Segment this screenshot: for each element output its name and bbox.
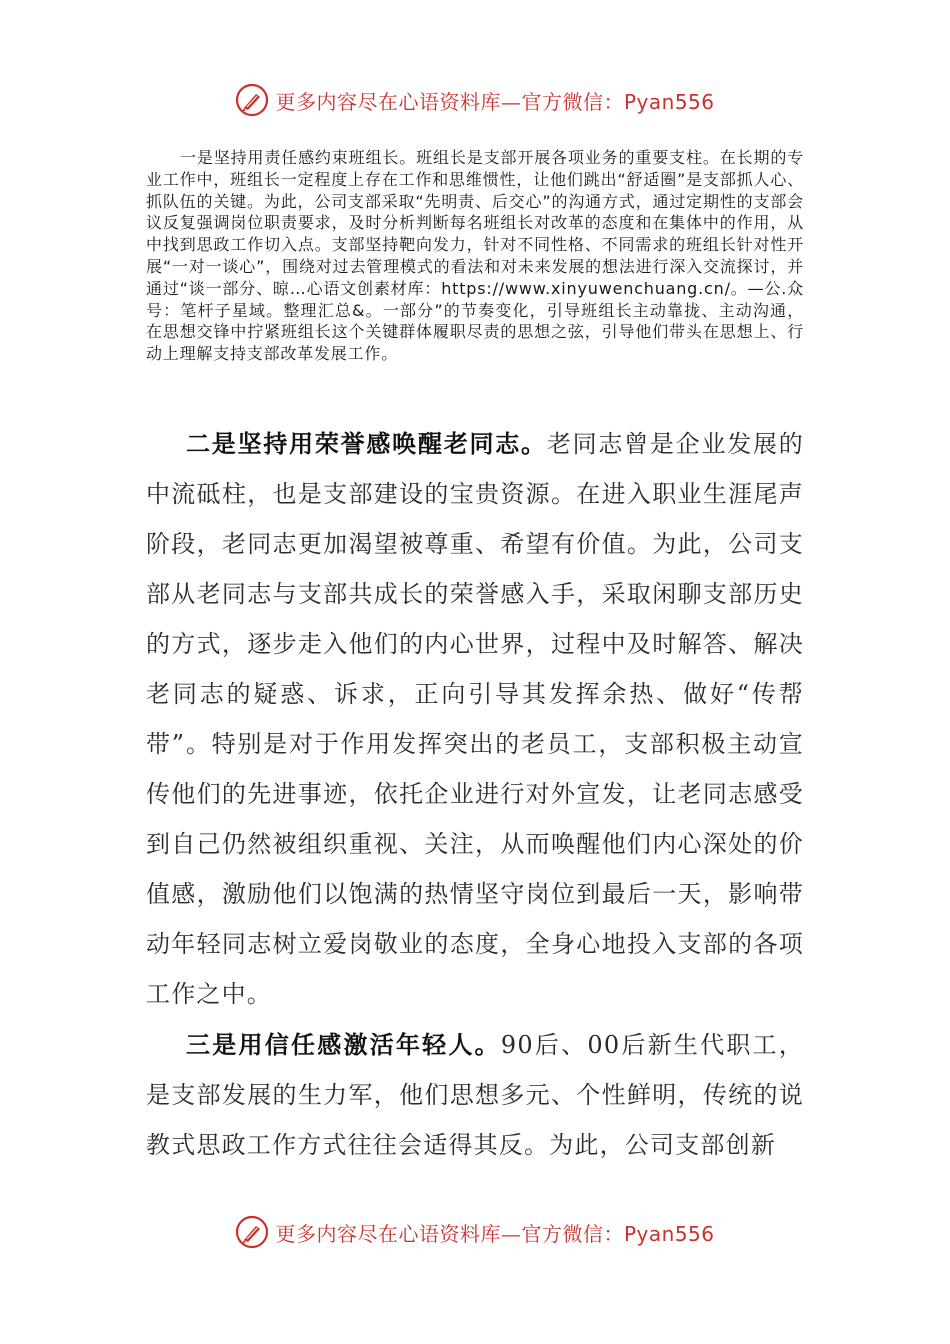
banner-text: 更多内容尽在心语资料库—官方微信：Pyan556 xyxy=(275,1221,715,1246)
pen-nib-logo-icon xyxy=(235,83,269,117)
paragraph-3 xyxy=(146,1020,804,1170)
paragraph-3-lead: 三是用信任感激活年轻人。 xyxy=(186,1031,501,1059)
wechat-id: Pyan556 xyxy=(623,1221,715,1246)
wechat-id: Pyan556 xyxy=(623,89,715,114)
paragraph-3-body: 90后、00后新生代职工，是支部发展的生力军，他们思想多元、个性鲜明，传统的说教式思政工作方式往往会适得其反。为此，公司支部创新 xyxy=(146,1031,804,1159)
pen-nib-logo-icon xyxy=(235,1215,269,1249)
paragraph-2-lead: 二是坚持用荣誉感唤醒老同志。 xyxy=(186,430,547,458)
banner-text: 更多内容尽在心语资料库—官方微信：Pyan556 xyxy=(275,89,715,114)
footer-banner xyxy=(0,1212,950,1252)
paragraph-1: 一是坚持用责任感约束班组长。班组长是支部开展各项业务的重要支柱。在长期的专业工作中，班组长一定程度上存在工作和思维惯性，让他们跳出“舒适圈”是支部抓人心、抓队伍的关键。为此，公司支部采取“先明责、后交心”的沟通方式，通过定期性的支部会议反复强调岗位职责要求，及时分析判断每名班组长对改革的态度和在集体中的作用，从中找到思政工作切入点。支部坚持靶向发力，针对不同性格、不同需求的班组长针对性开展“一对一谈心”，围绕对过去管理模式的看法和对未来发展的想法进行深入交流探讨，并通过“谈一部分、晾…心语文创素材库：https://www.xinyuwenchuang.cn/。—公.众号：笔杆子星域。整理汇总&。一部分”的节奏变化，引导班组长主动靠拢、主动沟通，在思想交锋中拧紧班组长这个关键群体履职尽责的思想之弦，引导他们带头在思想上、行动上理解支持支部改革发展工作。 xyxy=(146,148,804,364)
header-banner xyxy=(0,80,950,120)
paragraph-2-body: 老同志曾是企业发展的中流砥柱，也是支部建设的宝贵资源。在进入职业生涯尾声阶段，老同志更加渴望被尊重、希望有价值。为此，公司支部从老同志与支部共成长的荣誉感入手，采取闲聊支部历史的方式，逐步走入他们的内心世界，过程中及时解答、解决老同志的疑惑、诉求，正向引导其发挥余热、做好“传帮带”。特别是对于作用发挥突出的老员工，支部积极主动宣传他们的先进事迹，依托企业进行对外宣发，让老同志感受到自己仍然被组织重视、关注，从而唤醒他们内心深处的价值感，激励他们以饱满的热情坚守岗位到最后一天，影响带动年轻同志树立爱岗敬业的态度，全身心地投入支部的各项工作之中。 xyxy=(146,430,804,1008)
paragraph-2 xyxy=(146,419,804,1019)
